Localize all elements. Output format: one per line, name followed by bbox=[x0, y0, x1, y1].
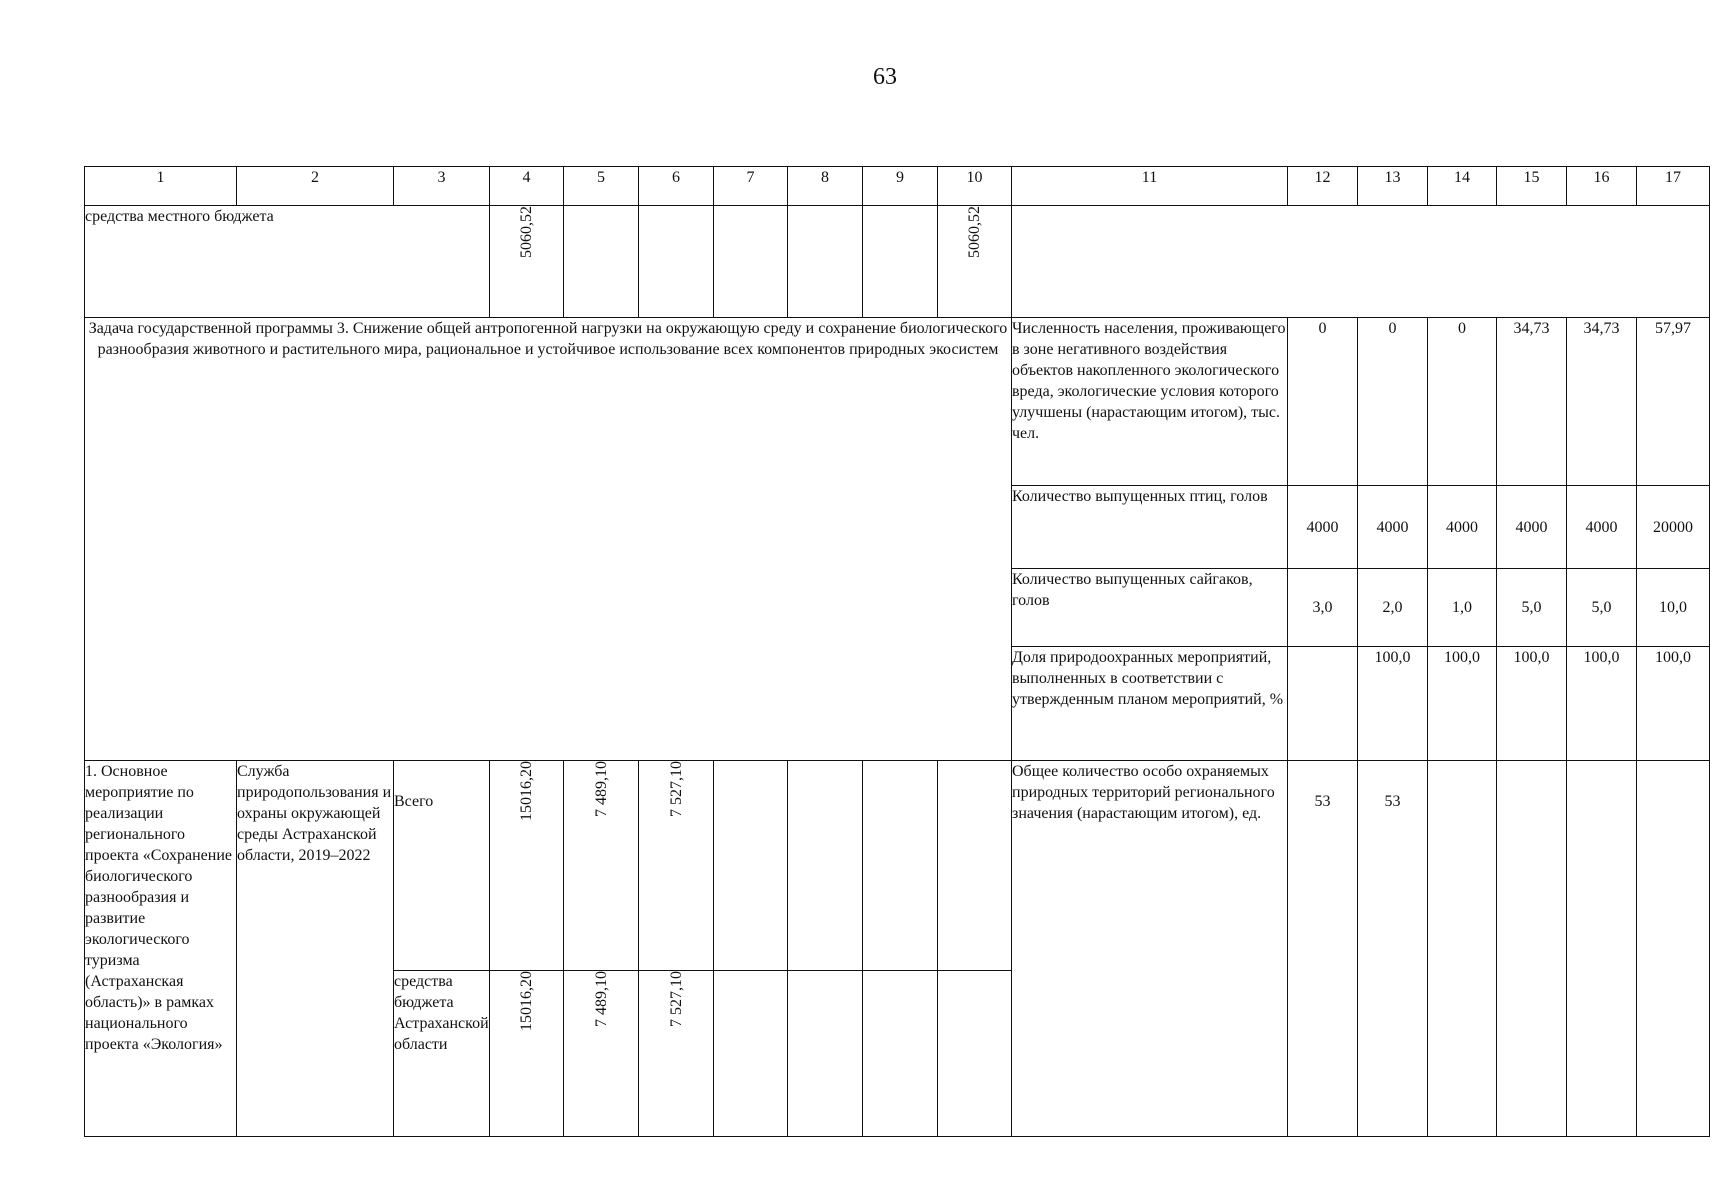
indicator-value: 5,0 bbox=[1567, 569, 1637, 647]
cell-col4 bbox=[490, 761, 564, 971]
indicator-value: 34,73 bbox=[1497, 318, 1567, 486]
column-header: 1 bbox=[85, 167, 237, 206]
indicator-value: 53 bbox=[1288, 761, 1358, 1137]
indicator-value: 0 bbox=[1358, 318, 1428, 486]
indicator-value: 34,73 bbox=[1567, 318, 1637, 486]
indicator-value: 53 bbox=[1358, 761, 1428, 1137]
indicator-value: 100,0 bbox=[1497, 647, 1567, 761]
indicator-value: 4000 bbox=[1288, 486, 1358, 569]
column-header: 16 bbox=[1567, 167, 1637, 206]
cell-col9 bbox=[863, 206, 938, 318]
indicator-value bbox=[1637, 761, 1710, 1137]
column-number-row bbox=[85, 167, 1710, 206]
cell-col8 bbox=[788, 206, 863, 318]
column-header: 17 bbox=[1637, 167, 1710, 206]
cell-col5 bbox=[564, 206, 639, 318]
indicator-value: 4000 bbox=[1497, 486, 1567, 569]
indicator-value: 5,0 bbox=[1497, 569, 1567, 647]
column-header: 14 bbox=[1428, 167, 1497, 206]
column-header: 6 bbox=[639, 167, 714, 206]
indicator-value: 3,0 bbox=[1288, 569, 1358, 647]
indicator-value: 100,0 bbox=[1428, 647, 1497, 761]
column-header: 4 bbox=[490, 167, 564, 206]
task-description: Задача государственной программы 3. Снижение общей антропогенной нагрузки на окружающую среду и сохранение биологического разнообразия животного и растительного мира, рациональное и устойчивое использование всех компонентов природных экосистем bbox=[85, 318, 1012, 761]
local-budget-row bbox=[85, 206, 1710, 318]
cell-col5 bbox=[564, 971, 639, 1137]
amount-value: 7 527,10 bbox=[667, 971, 685, 1027]
column-header: 8 bbox=[788, 167, 863, 206]
amount-value: 7 489,10 bbox=[592, 761, 610, 817]
column-header: 7 bbox=[714, 167, 788, 206]
indicator-value: 100,0 bbox=[1637, 647, 1710, 761]
indicator-value bbox=[1497, 761, 1567, 1137]
indicator-name: Количество выпущенных сайгаков, голов bbox=[1012, 569, 1288, 647]
column-header: 12 bbox=[1288, 167, 1358, 206]
indicator-value: 4000 bbox=[1567, 486, 1637, 569]
indicator-value bbox=[1428, 761, 1497, 1137]
indicator-value: 4000 bbox=[1428, 486, 1497, 569]
indicator-value: 0 bbox=[1428, 318, 1497, 486]
empty-indicator-block bbox=[1012, 206, 1710, 318]
indicator-value bbox=[1288, 647, 1358, 761]
amount-value: 7 527,10 bbox=[667, 761, 685, 817]
cell-col10 bbox=[938, 206, 1012, 318]
funding-source-label: средства бюджета Астраханской области bbox=[394, 971, 490, 1137]
funding-source-label: средства местного бюджета bbox=[85, 206, 490, 318]
cell-col6 bbox=[639, 761, 714, 971]
indicator-value: 100,0 bbox=[1358, 647, 1428, 761]
indicator-value: 100,0 bbox=[1567, 647, 1637, 761]
cell-col10 bbox=[938, 971, 1012, 1137]
activity-total-row bbox=[85, 761, 1710, 971]
cell-col4 bbox=[490, 206, 564, 318]
amount-value: 5060,52 bbox=[966, 206, 983, 258]
cell-col4 bbox=[490, 971, 564, 1137]
column-header: 3 bbox=[394, 167, 490, 206]
program-table bbox=[84, 166, 1710, 1137]
funding-source-label: Всего bbox=[394, 761, 490, 971]
indicator-name: Общее количество особо охраняемых природных территорий регионального значения (нарастающим итогом), ед. bbox=[1012, 761, 1288, 1137]
column-header: 5 bbox=[564, 167, 639, 206]
amount-value: 15016,20 bbox=[518, 761, 535, 821]
activity-executor: Служба природопользования и охраны окружающей среды Астраханской области, 2019–2022 bbox=[237, 761, 394, 1137]
indicator-value: 10,0 bbox=[1637, 569, 1710, 647]
indicator-name: Численность населения, проживающего в зоне негативного воздействия объектов накопленного экологического вреда, экологические условия которого улучшены (нарастающим итогом), тыс. чел. bbox=[1012, 318, 1288, 486]
column-header: 13 bbox=[1358, 167, 1428, 206]
amount-value: 7 489,10 bbox=[592, 971, 610, 1027]
column-header: 9 bbox=[863, 167, 938, 206]
column-header: 15 bbox=[1497, 167, 1567, 206]
amount-value: 15016,20 bbox=[518, 971, 535, 1031]
indicator-name: Доля природоохранных мероприятий, выполненных в соответствии с утвержденным планом мероприятий, % bbox=[1012, 647, 1288, 761]
cell-col7 bbox=[714, 206, 788, 318]
cell-col10 bbox=[938, 761, 1012, 971]
cell-col6 bbox=[639, 971, 714, 1137]
page-number: 63 bbox=[873, 64, 897, 90]
cell-col6 bbox=[639, 206, 714, 318]
column-header: 11 bbox=[1012, 167, 1288, 206]
cell-col7 bbox=[714, 761, 788, 971]
indicator-value: 4000 bbox=[1358, 486, 1428, 569]
indicator-name: Количество выпущенных птиц, голов bbox=[1012, 486, 1288, 569]
indicator-value: 1,0 bbox=[1428, 569, 1497, 647]
column-header: 2 bbox=[237, 167, 394, 206]
cell-col8 bbox=[788, 761, 863, 971]
indicator-value: 20000 bbox=[1637, 486, 1710, 569]
indicator-value: 2,0 bbox=[1358, 569, 1428, 647]
cell-col5 bbox=[564, 761, 639, 971]
activity-name: 1. Основное мероприятие по реализации регионального проекта «Сохранение биологического разнообразия и развитие экологического туризма (Астраханская область)» в рамках национального проекта «Экология» bbox=[85, 761, 237, 1137]
amount-value: 5060,52 bbox=[518, 206, 535, 258]
cell-col7 bbox=[714, 971, 788, 1137]
indicator-value: 0 bbox=[1288, 318, 1358, 486]
task-indicator-row bbox=[85, 318, 1710, 486]
cell-col9 bbox=[863, 971, 938, 1137]
indicator-value bbox=[1567, 761, 1637, 1137]
indicator-value: 57,97 bbox=[1637, 318, 1710, 486]
cell-col9 bbox=[863, 761, 938, 971]
column-header: 10 bbox=[938, 167, 1012, 206]
cell-col8 bbox=[788, 971, 863, 1137]
